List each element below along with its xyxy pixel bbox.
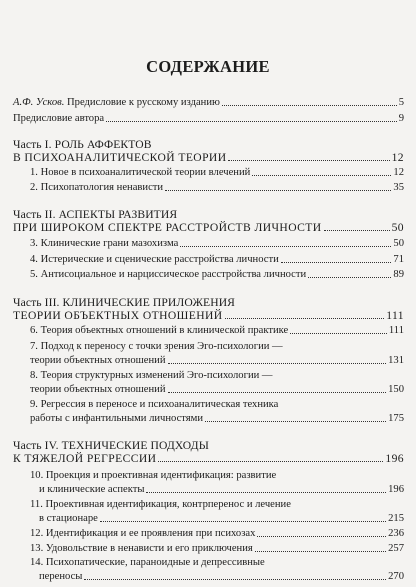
- page-number: 12: [391, 151, 404, 164]
- toc-entry-chapter: [30, 355, 404, 367]
- part-heading: Часть II. АСПЕКТЫ РАЗВИТИЯ: [13, 208, 178, 221]
- chapter-title: 1. Новое в психоаналитической теории влечений: [30, 167, 251, 178]
- part-heading-text: ТЕОРИИ ОБЪЕКТНЫХ ОТНОШЕНИЙ: [13, 309, 223, 322]
- page-number: 111: [388, 325, 404, 336]
- page-number: 111: [386, 309, 404, 322]
- foreword-author: А.Ф. Усков.: [13, 97, 65, 108]
- entry-label: Предисловие автора: [13, 113, 105, 124]
- page-number: 215: [388, 513, 404, 524]
- page-number: 175: [388, 413, 404, 424]
- chapter-title-cont: и клинические аспекты: [39, 484, 145, 495]
- chapter-title-line: [30, 470, 404, 482]
- part-heading: Часть I. РОЛЬ АФФЕКТОВ: [13, 138, 152, 151]
- toc-entry-chapter: [30, 167, 404, 179]
- chapter-title: 3. Клинические грани мазохизма: [30, 238, 179, 249]
- page-number: 270: [388, 571, 404, 582]
- chapter-title: 10. Проекция и проективная идентификация: развитие: [30, 470, 277, 481]
- page-number: 131: [388, 355, 404, 366]
- chapter-title: 13. Удовольствие в ненависти и его приключения: [30, 543, 253, 554]
- toc-entry-chapter: [39, 484, 404, 496]
- part-heading-line: [13, 152, 404, 164]
- chapter-title-line: [30, 370, 404, 382]
- toc-entry-author-preface: [13, 113, 404, 125]
- chapter-title: 6. Теория объектных отношений в клинической практике: [30, 325, 289, 336]
- page-number: 5: [398, 97, 404, 108]
- chapter-title-cont: работы с инфантильными личностями: [30, 413, 204, 424]
- chapter-title-cont: теории объектных отношений: [30, 384, 166, 395]
- part-heading-line: [13, 222, 404, 234]
- chapter-title-line: [30, 499, 404, 511]
- toc-entry-chapter: [39, 571, 404, 583]
- page-number: 50: [393, 238, 404, 249]
- chapter-title: 8. Теория структурных изменений Эго-психологии —: [30, 370, 273, 381]
- page-number: 196: [385, 452, 404, 465]
- chapter-title: 11. Проективная идентификация, контрперенос и лечение: [30, 499, 291, 510]
- page-number: 236: [388, 528, 404, 539]
- toc-entry-chapter: [30, 238, 404, 250]
- chapter-title-line: [30, 341, 404, 353]
- part-heading: Часть III. КЛИНИЧЕСКИЕ ПРИЛОЖЕНИЯ: [13, 296, 235, 309]
- toc-entry-chapter: [30, 269, 404, 281]
- toc-entry-chapter: [30, 254, 404, 266]
- chapter-title: 7. Подход к переносу с точки зрения Эго-психологии —: [30, 341, 283, 352]
- chapter-title-line: [30, 557, 404, 569]
- page-number: 196: [388, 484, 404, 495]
- part-heading-text: В ПСИХОАНАЛИТИЧЕСКОЙ ТЕОРИИ: [13, 151, 227, 164]
- page-number: 89: [393, 269, 404, 280]
- page-number: 50: [391, 221, 404, 234]
- page-number: 150: [388, 384, 404, 395]
- chapter-title-cont: переносы: [39, 571, 83, 582]
- chapter-title-cont: теории объектных отношений: [30, 355, 166, 366]
- toc-entry-chapter: [30, 325, 404, 337]
- part-heading-line: [13, 310, 404, 322]
- chapter-title: 5. Антисоциальное и нарциссическое расстройства личности: [30, 269, 307, 280]
- part-heading-text: К ТЯЖЕЛОЙ РЕГРЕССИИ: [13, 452, 157, 465]
- chapter-title: 12. Идентификация и ее проявления при психозах: [30, 528, 256, 539]
- toc-entry-chapter: [30, 384, 404, 396]
- chapter-title-line: [30, 399, 404, 411]
- chapter-title: 9. Регрессия в переносе и психоаналитическая техника: [30, 399, 279, 410]
- toc-entry-chapter: [30, 543, 404, 555]
- toc-entry-chapter: [30, 413, 404, 425]
- page-number: 35: [393, 182, 404, 193]
- toc-entry-chapter: [30, 528, 404, 540]
- part-heading-line: [13, 453, 404, 465]
- chapter-title: 14. Психопатические, параноидные и депрессивные: [30, 557, 265, 568]
- page-number: 257: [388, 543, 404, 554]
- chapter-title-cont: в стационаре: [39, 513, 98, 524]
- toc-entry-chapter: [39, 513, 404, 525]
- page-number: 9: [398, 113, 404, 124]
- part-heading: Часть IV. ТЕХНИЧЕСКИЕ ПОДХОДЫ: [13, 439, 209, 452]
- toc-entry-chapter: [30, 182, 404, 194]
- toc-entry-foreword-russian: [13, 97, 404, 109]
- foreword-label: Предисловие к русскому изданию: [64, 97, 220, 108]
- page-title: СОДЕРЖАНИЕ: [146, 57, 270, 76]
- chapter-title: 2. Психопатология ненависти: [30, 182, 164, 193]
- part-heading-text: ПРИ ШИРОКОМ СПЕКТРЕ РАССТРОЙСТВ ЛИЧНОСТИ: [13, 221, 322, 234]
- page-number: 71: [393, 254, 404, 265]
- chapter-title: 4. Истерические и сценические расстройства личности: [30, 254, 279, 265]
- page-number: 12: [393, 167, 404, 178]
